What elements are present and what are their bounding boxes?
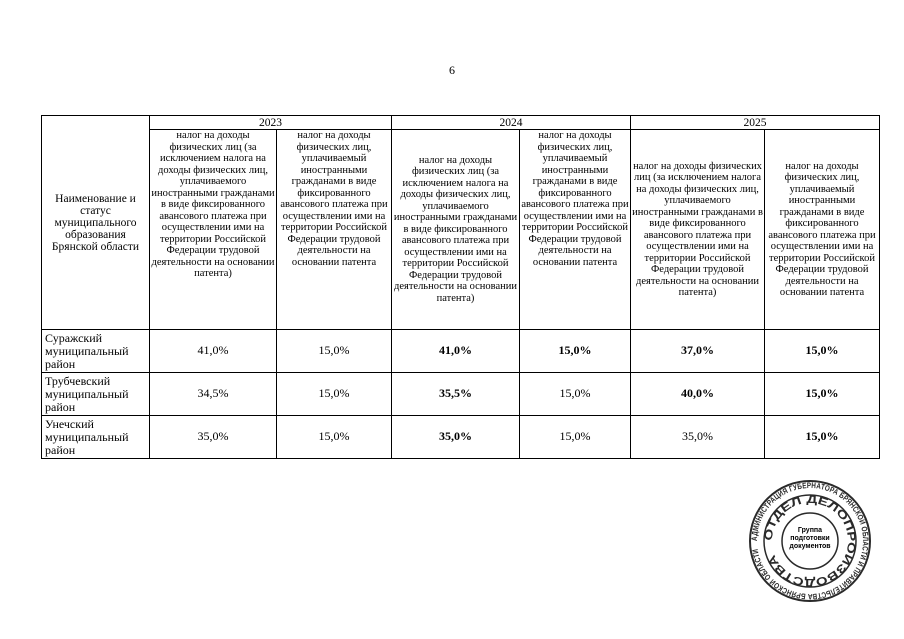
year-header: 2024 — [392, 116, 631, 130]
region-name: Суражский муниципальный район — [42, 330, 150, 373]
tax-rates-table — [41, 115, 880, 459]
year-header: 2025 — [631, 116, 880, 130]
rate-cell: 15,0% — [277, 416, 392, 459]
rate-cell: 40,0% — [631, 373, 765, 416]
table-row — [42, 416, 880, 459]
rate-cell: 35,0% — [631, 416, 765, 459]
rate-cell: 15,0% — [765, 416, 880, 459]
stamp-seal — [748, 479, 872, 603]
rate-cell: 41,0% — [150, 330, 277, 373]
rate-cell: 35,5% — [392, 373, 520, 416]
rate-cell: 15,0% — [520, 373, 631, 416]
rate-cell: 15,0% — [520, 330, 631, 373]
years-header-row — [42, 116, 880, 130]
tax-column-header: налог на доходы физических лиц, уплачиваемый иностранными гражданами в виде фиксированного авансового платежа при осуществлении ими на территории Российской Федерации трудовой деятельности на основании патента — [520, 130, 631, 330]
region-name: Унечский муниципальный район — [42, 416, 150, 459]
region-name: Трубчевский муниципальный район — [42, 373, 150, 416]
rate-cell: 15,0% — [765, 330, 880, 373]
office-stamp — [748, 479, 872, 603]
table-row — [42, 330, 880, 373]
rate-cell: 35,0% — [392, 416, 520, 459]
stamp-inner-text: Группа подготовки документов — [789, 527, 831, 550]
rate-cell: 15,0% — [520, 416, 631, 459]
tax-column-header: налог на доходы физических лиц (за исключением налога на доходы физических лиц, уплачиваемого иностранными гражданами в виде фиксированного авансового платежа при осуществлении ими на территории Российской Федерации трудовой деятельности на основании патента) — [150, 130, 277, 330]
tax-column-header: налог на доходы физических лиц, уплачиваемый иностранными гражданами в виде фиксированного авансового платежа при осуществлении ими на территории Российской Федерации трудовой деятельности на основании патента — [277, 130, 392, 330]
rate-cell: 15,0% — [277, 373, 392, 416]
tax-column-header: налог на доходы физических лиц (за исключением налога на доходы физических лиц, уплачиваемого иностранными гражданами в виде фиксированного авансового платежа при осуществлении ими на территории Российской Федерации трудовой деятельности на основании патента) — [631, 130, 765, 330]
rate-cell: 15,0% — [765, 373, 880, 416]
rate-cell: 34,5% — [150, 373, 277, 416]
rate-cell: 37,0% — [631, 330, 765, 373]
rate-cell: 15,0% — [277, 330, 392, 373]
page-number: 6 — [449, 63, 455, 77]
rate-cell: 35,0% — [150, 416, 277, 459]
rate-cell: 41,0% — [392, 330, 520, 373]
table-row — [42, 373, 880, 416]
stamp-title: ОТДЕЛ ДЕЛОПРОИЗВОДСТВА — [762, 493, 858, 589]
tax-column-header: налог на доходы физических лиц (за исключением налога на доходы физических лиц, уплачиваемого иностранными гражданами в виде фиксированного авансового платежа при осуществлении ими на территории Российской Федерации трудовой деятельности на основании патента) — [392, 130, 520, 330]
tax-type-header-row — [42, 130, 880, 330]
region-column-header: Наименование и статус муниципального образования Брянской области — [42, 116, 150, 330]
tax-column-header: налог на доходы физических лиц, уплачиваемый иностранными гражданами в виде фиксированного авансового платежа при осуществлении ими на территории Российской Федерации трудовой деятельности на основании патента — [765, 130, 880, 330]
year-header: 2023 — [150, 116, 392, 130]
stamp-ring-text: АДМИНИСТРАЦИЯ ГУБЕРНАТОРА БРЯНСКОЙ ОБЛАСТИ И ПРАВИТЕЛЬСТВА БРЯНСКОЙ ОБЛАСТИ — [749, 480, 871, 602]
